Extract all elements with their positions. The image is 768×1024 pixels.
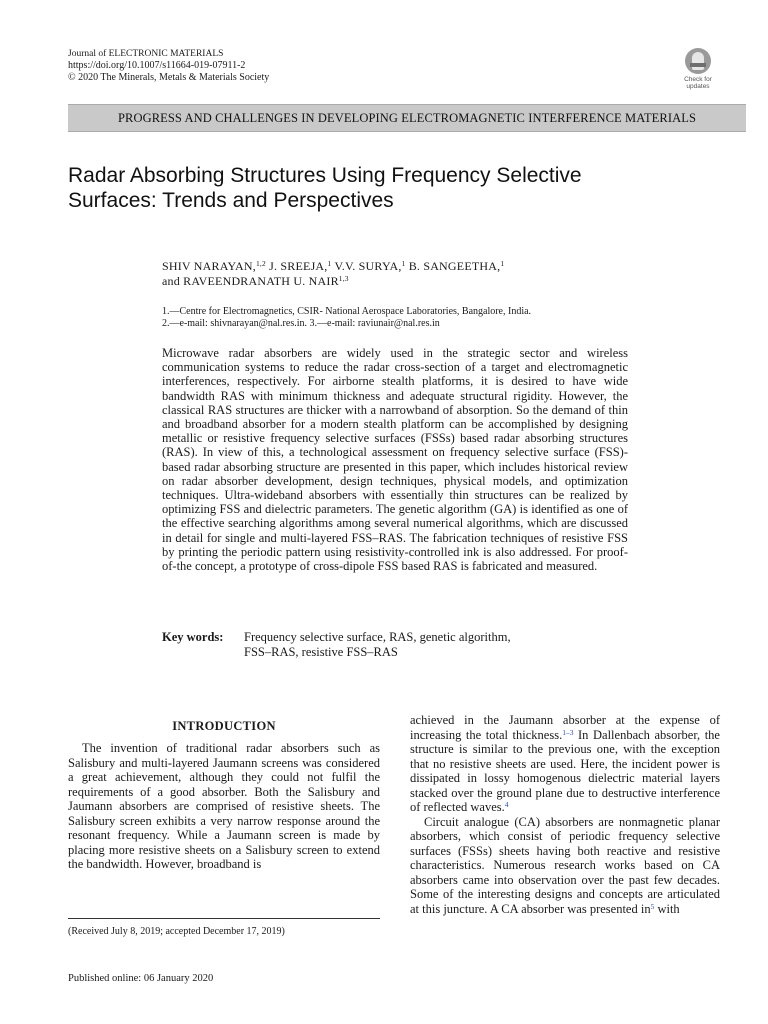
copyright-line: © 2020 The Minerals, Metals & Materials Society: [68, 72, 270, 83]
citation-link[interactable]: 5: [650, 901, 655, 911]
intro-right-paragraph-2: Circuit analogue (CA) absorbers are nonmagnetic planar absorbers, which consist of periodic frequency selective surfaces (FSSs) sheets having both reactive and resistive characteristics. Numerous research works based on CA absorbers came into observation over the past few decades. Some of the interesting designs and concepts are articulated at this juncture. A CA absorber was presented in$^5$ with: [410, 814, 720, 916]
author-affiliation-mark: 1,2: [255, 259, 266, 268]
author-name: J. SREEJA,: [269, 259, 328, 273]
journal-header: [68, 48, 269, 84]
author-name: B. SANGEETHA,: [408, 259, 501, 273]
author-list: [162, 259, 632, 289]
author-name: V.V. SURYA,: [334, 259, 402, 273]
article-title: Radar Absorbing Structures Using Frequency Selective Surfaces: Trends and Perspectives: [68, 164, 582, 212]
affiliation-line: 1.—Centre for Electromagnetics, CSIR- National Aerospace Laboratories, Bangalore, India.: [162, 306, 532, 317]
keywords-label: Key words:: [162, 630, 224, 644]
published-online-date: Published online: 06 January 2020: [68, 973, 214, 984]
intro-left-paragraph: The invention of traditional radar absorbers such as Salisbury and multi-layered Jaumann screens was considered a great achievement, although they could not fulfil the requirements of a good absorber. Both the Salisbury and Jaumann absorbers are comprised of resistive sheets. The Salisbury screen exhibits a very narrow response around the resonant frequency. While a Jaumann screen is made by placing more resistive sheets on a Salisbury screen to extend the bandwidth. However, broadband is: [68, 741, 380, 871]
author-affiliation-mark: 1,3: [338, 274, 349, 283]
doi-link[interactable]: https://doi.org/10.1007/s11664-019-07911-2: [68, 60, 246, 71]
section-heading-introduction: INTRODUCTION: [172, 719, 276, 733]
intro-right-column: [410, 713, 720, 916]
citation-link[interactable]: 4: [504, 800, 509, 809]
intro-right-paragraph-1: achieved in the Jaumann absorber at the expense of increasing the total thickness.$^{1-3}$ In Dallenbach absorber, the structure is similar to the previous one, with the exception that no resistive sheets are used. Here, the incident power is dissipated in lossy homogenous dielectric material layers stacked over the ground plane due to destructive interference of reflected waves.$^4$: [410, 713, 720, 814]
keywords: [162, 630, 632, 660]
check-for-updates-label: Check for updates: [684, 76, 712, 90]
check-for-updates-icon: [685, 48, 711, 74]
special-section-banner: PROGRESS AND CHALLENGES IN DEVELOPING ELECTROMAGNETIC INTERFERENCE MATERIALS: [68, 104, 746, 132]
author-name: and RAVEENDRANATH U. NAIR: [162, 274, 339, 288]
check-for-updates-badge[interactable]: [676, 48, 720, 92]
author-affiliation-mark: 1: [500, 259, 505, 268]
journal-name: Journal of ELECTRONIC MATERIALS: [68, 49, 224, 59]
abstract: Microwave radar absorbers are widely used in the strategic sector and wireless communication systems to reduce the radar cross-section of a target and electromagnetic interferences, respectively. For airborne stealth platforms, it is desired to have wide bandwidth RAS with minimum thickness and adequate structural rigidity. However, the classical RAS structures are thicker with a narrowband of absorption. So the demand of thin and broadband absorber for a modern stealth platform can be accomplished by designing metallic or resistive frequency selective surfaces (FSSs) based radar absorbing structures (RAS). In view of this, a technological assessment on frequency selective surface (FSS)-based radar absorbing structure are presented in this paper, which includes historical review on radar absorber development, design techniques, physical models, and optimization techniques. Ultra-wideband absorbers with essentially thin structures can be realized by optimizing FSS and dielectric parameters. The genetic algorithm (GA) is identified as one of the effective searching algorithms among several numerical algorithms, which are discussed in detail for single and multi-layered FSS–RAS. The fabrication techniques of resistive FSS by printing the periodic pattern using resistivity-controlled ink is also addressed. For proof-of-the concept, a prototype of cross-dipole FSS based RAS is fabricated and measured.: [162, 346, 628, 574]
footnote-divider: [68, 918, 380, 919]
author-affiliation-mark: 1: [327, 259, 332, 268]
citation-link[interactable]: 1–3: [562, 727, 574, 737]
author-affiliation-mark: 1: [401, 259, 406, 268]
received-dates-footnote: (Received July 8, 2019; accepted December 17, 2019): [68, 926, 285, 937]
affiliations: [162, 306, 632, 330]
author-name: SHIV NARAYAN,: [162, 259, 256, 273]
email-line[interactable]: 2.—e-mail: shivnarayan@nal.res.in. 3.—e-mail: raviunair@nal.res.in: [162, 318, 440, 329]
keywords-list: Frequency selective surface, RAS, genetic algorithm, FSS–RAS, resistive FSS–RAS: [244, 630, 511, 659]
